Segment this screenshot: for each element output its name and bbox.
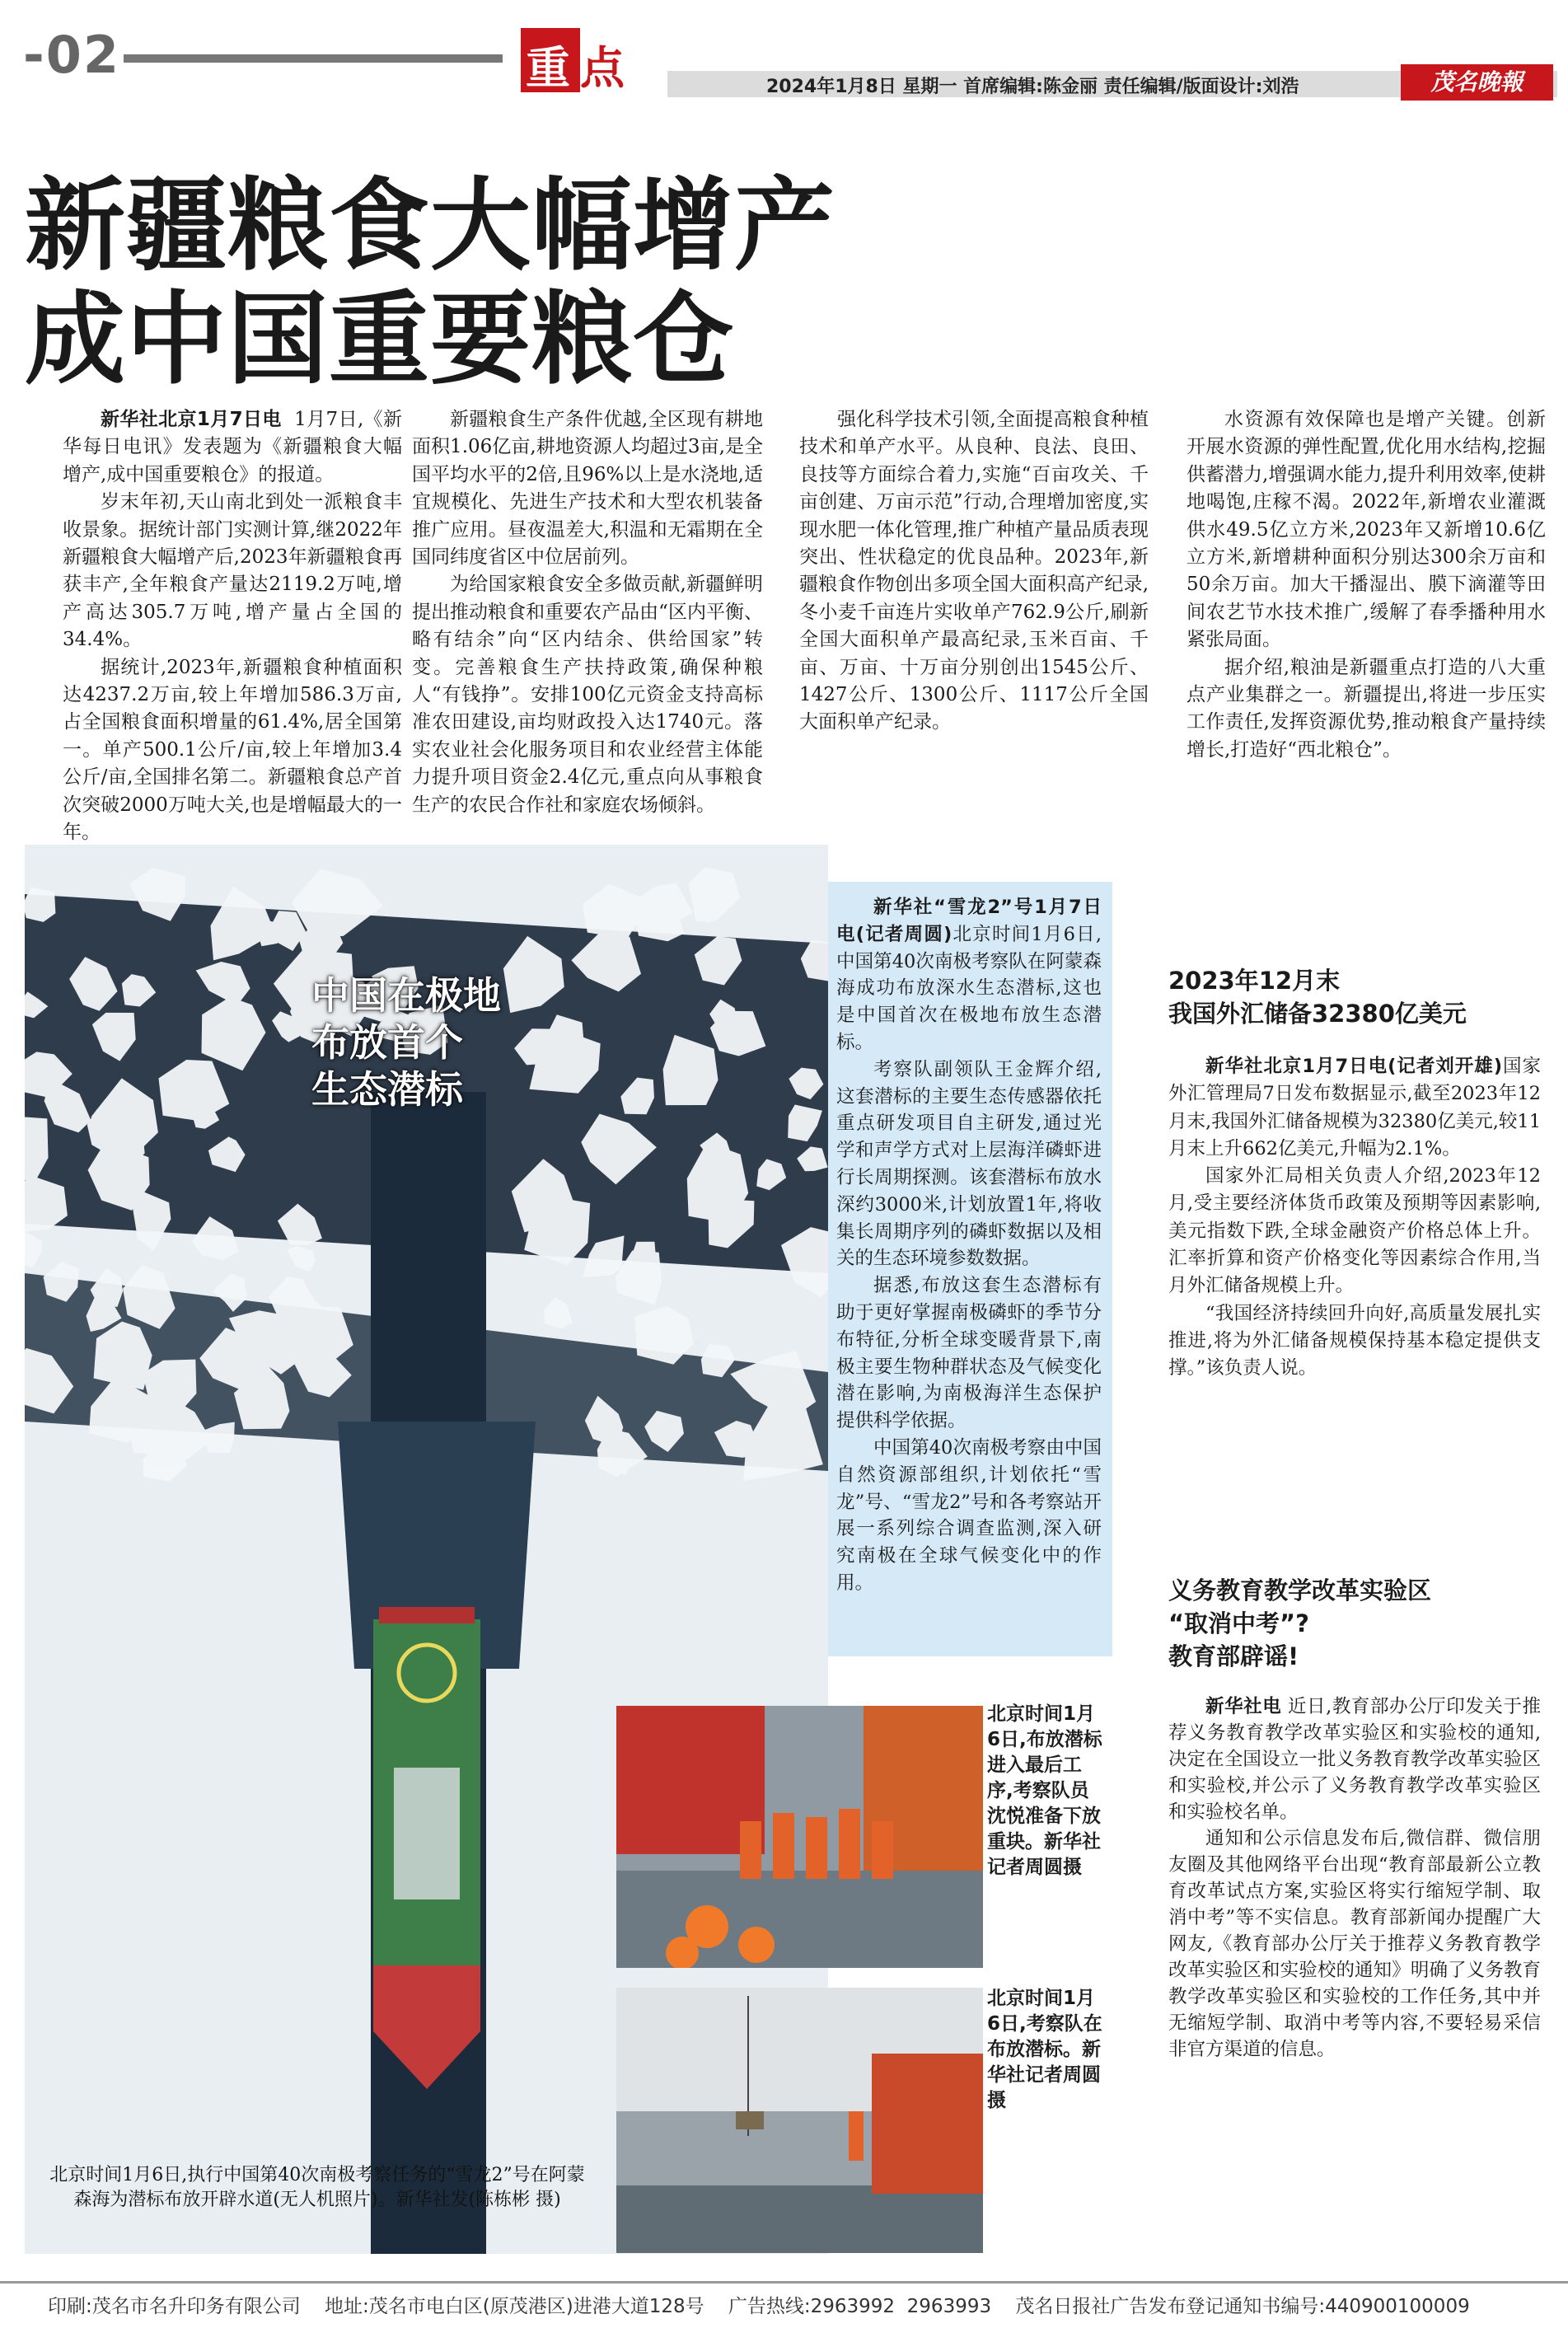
edu-body [1168,1693,1541,2063]
lead-headline-line2: 成中国重要粮仓 [25,281,734,398]
newspaper-logo: 茂名晚報 [1401,64,1553,101]
sea-deck-illustration [616,1988,983,2253]
edu-headline [1168,1574,1431,1673]
polar-p1: 考察队副领队王金辉介绍,这套潜标的主要生态传感器依托重点研发项目自主研发,通过光学和声学方式对上层海洋磷虾进行长周期探测。该套潜标布放水深约3000米,计划放置1年,将收集长周期序列的磷虾数据以及相关的生态环境参数数据。 [836,1058,1102,1270]
polar-p2: 据悉,布放这套生态潜标有助于更好掌握南极磷虾的季节分布特征,分析全球变暖背景下,南极主要生物种群状态及气候变化潜在影响,为南极海洋生态保护提供科学依据。 [836,1275,1102,1432]
footer [48,2291,1470,2318]
lead-headline [25,169,835,396]
edu-headline-line1: 义务教育教学改革实验区 [1168,1576,1432,1604]
edu-p1: 通知和公示信息发布后,微信群、微信朋友圈及其他网络平台出现“教育部最新公立教育改革试点方案,实验区将实行缩短学制、取消中考”等不实信息。教育部新闻办提醒广大网友,《教育部办公厅关于推荐义务教育教学改革实验区和实验校的通知》明确了义务教育教学改革实验区和实验校的工作任务,其中并无缩短学制、取消中考等内容,不要轻易采信非官方渠道的信息。 [1168,1828,1541,2060]
photo3-caption: 北京时间1月6日,考察队在布放潜标。新华社记者周圆摄 [987,1988,1102,2111]
edu-p0: 近日,教育部办公厅印发关于推荐义务教育教学改革实验区和实验校的通知,决定在全国设立一批义务教育教学改革实验区和实验校,并公示了义务教育教学改革实验区和实验校名单。 [1168,1696,1541,1823]
edu-headline-line3: 教育部辟谣! [1168,1642,1299,1670]
section-label-2: 点 [580,42,625,94]
edu-headline-line2: “取消中考”? [1168,1609,1309,1637]
lead-p6: 水资源有效保障也是增产关键。创新开展水资源的弹性配置,优化用水结构,挖掘供蓄潜力,增强调水能力,提升利用效率,使耕地喝饱,庄稼不渴。2022年,新增农业灌溉供水49.5亿立方米,2023年又新增10.6亿立方米,新增耕种面积分别达300余万亩和50余万亩。加大干播湿出、膜下滴灌等田间农艺节水技术推广,缓解了春季播种用水紧张局面。 [1187,409,1546,651]
forex-headline-line2: 我国外汇储备32380亿美元 [1168,1000,1467,1028]
lead-p7: 据介绍,粮油是新疆重点打造的八大重点产业集群之一。新疆提出,将进一步压实工作责任,发挥资源优势,推动粮食产量持续增长,打造好“西北粮仓”。 [1187,656,1546,761]
footer-printer: 印刷:茂名市名升印务有限公司 [48,2296,301,2317]
footer-ad-hotline: 广告热线:2963992 2963993 [728,2296,992,2317]
lead-p1: 岁末年初,天山南北到处一派粮食丰收景象。据统计部门实测计算,继2022年新疆粮食大幅增产后,2023年新疆粮食再获丰产,全年粮食产量达2119.2万吨,增产高达305.7万吨,增产量占全国的34.4%。 [63,491,402,651]
crew-lowering-weight-photo [616,1706,983,1968]
photo-title [311,972,501,1113]
forex-p1: 国家外汇局相关负责人介绍,2023年12月,受主要经济体货币政策及预期等因素影响,美元指数下跌,全球金融资产价格总体上升。汇率折算和资产价格变化等因素综合作用,当月外汇储备规模上升。 [1168,1165,1541,1297]
forex-headline-line1: 2023年12月末 [1168,967,1341,995]
forex-body [1168,1053,1541,1383]
photo-title-line1: 中国在极地 [311,973,501,1018]
footer-rule [0,2281,1568,2284]
polar-article-body [836,894,1102,1597]
lead-column-3 [799,406,1149,737]
edu-dateline: 新华社电 [1205,1696,1282,1717]
deploying-buoy-photo [616,1988,983,2253]
polar-p3: 中国第40次南极考察由中国自然资源部组织,计划依托“雪龙”号、“雪龙2”号和各考察站开展一系列综合调查监测,深入研究南极在全球气候变化中的作用。 [836,1436,1102,1594]
section-label: 重 [526,42,570,94]
forex-p2: “我国经济持续回升向好,高质量发展扎实推进,将为外汇储备规模保持基本稳定提供支撑。”该负责人说。 [1168,1302,1541,1379]
lead-p5: 强化科学技术引领,全面提高粮食种植技术和单产水平。从良种、良法、良田、良技等方面综合着力,实施“百亩攻关、千亩创建、万亩示范”行动,合理增加密度,实现水肥一体化管理,推广种植产量品质表现突出、性状稳定的优良品种。2023年,新疆粮食作物创出多项全国大面积高产纪录,冬小麦千亩连片实收单产762.9公斤,刷新全国大面积单产最高纪录,玉米百亩、千亩、万亩、十万亩分别创出1545公斤、1427公斤、1300公斤、1117公斤全国大面积单产纪录。 [799,409,1149,733]
footer-license: 茂名日报社广告发布登记通知书编号:440900100009 [1015,2296,1470,2317]
lead-p4: 为给国家粮食安全多做贡献,新疆鲜明提出推动粮食和重要农产品由“区内平衡、略有结余”向“区内结余、供给国家”转变。完善粮食生产扶持政策,确保种粮人“有钱挣”。安排100亿元资金支持高标准农田建设,亩均财政投入达1740元。落实农业社会化服务项目和农业经营主体能力提升项目资金2.4亿元,重点向从事粮食生产的农民合作社和家庭农场倾斜。 [412,574,763,816]
lead-column-4 [1187,406,1546,764]
lead-column-2 [412,406,763,819]
lead-p2: 据统计,2023年,新疆粮食种植面积达4237.2万亩,较上年增加586.3万亩,占全国粮食面积增量的61.4%,居全国第一。单产500.1公斤/亩,较上年增加3.4公斤/亩,全国排名第二。新疆粮食总产首次突破2000万吨大关,也是增幅最大的一年。 [63,656,402,844]
header-rule [124,54,503,63]
date-editors: 2024年1月8日 星期一 首席编辑:陈金丽 责任编辑/版面设计:刘浩 [766,77,1299,97]
lead-p3: 新疆粮食生产条件优越,全区现有耕地面积1.06亿亩,耕地资源人均超过3亩,是全国平均水平的2倍,且96%以上是水浇地,适宜规模化、先进生产技术和大型农机装备推广应用。昼夜温差大,积温和无霜期在全国同纬度省区中位居前列。 [412,409,763,569]
photo2-caption: 北京时间1月6日,布放潜标进入最后工序,考察队员沈悦准备下放重块。新华社记者周圆摄 [987,1703,1102,1878]
photo-title-line2: 布放首个 [311,1020,463,1065]
forex-dateline: 新华社北京1月7日电(记者刘开雄) [1205,1056,1503,1077]
ship-deck-illustration [616,1706,983,1968]
forex-p0: 国家外汇管理局7日发布数据显示,截至2023年12月末,我国外汇储备规模为32380亿美元,较11月末上升662亿美元,升幅为2.1%。 [1168,1056,1542,1159]
section-tag [521,28,640,92]
lead-headline-line1: 新疆粮食大幅增产 [25,167,835,284]
lead-p0: 1月7日,《新华每日电讯》发表题为《新疆粮食大幅增产,成中国重要粮仓》的报道。 [63,409,403,485]
lead-dateline: 新华社北京1月7日电 [101,409,282,430]
lead-column-1 [63,406,402,847]
footer-address: 地址:茂名市电白区(原茂港区)进港大道128号 [325,2296,704,2317]
photo-title-line3: 生态潜标 [311,1067,463,1112]
page-number: -02 [23,25,121,85]
polar-p0: 北京时间1月6日,中国第40次南极考察队在阿蒙森海成功布放深水生态潜标,这也是中国首次在极地布放生态潜标。 [836,923,1102,1053]
polar-dateline: 新华社“雪龙2”号1月7日电(记者周圆) [836,897,1102,945]
forex-headline [1168,964,1467,1030]
main-photo-caption: 北京时间1月6日,执行中国第40次南极考察任务的“雪龙2”号在阿蒙森海为潜标布放开辟水道(无人机照片)。新华社发(陈栋彬 摄) [49,2165,585,2210]
